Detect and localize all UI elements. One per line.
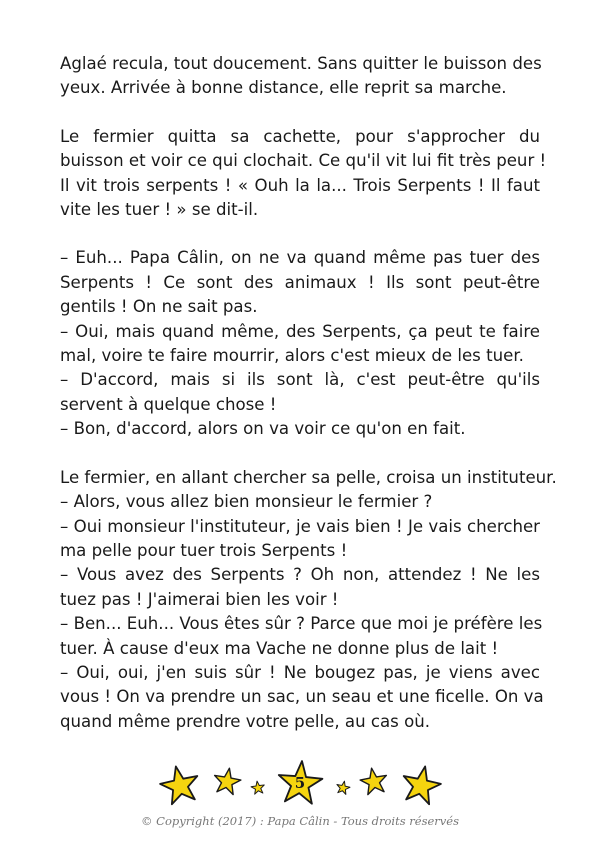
paragraph-2	[60, 125, 547, 223]
text-line: – Ben... Euh... Vous êtes sûr ? Parce que moi je préfère les	[60, 614, 543, 634]
paragraph-4	[60, 466, 557, 734]
text-line: – Oui monsieur l'instituteur, je vais bien ! Je vais chercher	[60, 516, 540, 536]
page-number: 5	[294, 774, 306, 792]
text-line: Il vit trois serpents ! « Ouh la la... Trois Serpents ! Il faut	[60, 175, 540, 195]
text-line: – Euh... Papa Câlin, on ne va quand même pas tuer des	[60, 248, 540, 268]
star-icon	[399, 762, 444, 805]
text-line: – D'accord, mais si ils sont là, c'est peut-être qu'ils	[60, 370, 540, 390]
text-line: servent à quelque chose !	[60, 394, 277, 414]
text-line: Serpents ! Ce sont des animaux ! Ils sont peut-être	[60, 272, 540, 292]
story-text	[60, 52, 557, 758]
star-icon	[212, 766, 243, 796]
star-icon	[250, 780, 265, 794]
text-line: Le fermier quitta sa cachette, pour s'approcher du	[60, 126, 540, 146]
text-line: – Oui, mais quand même, des Serpents, ça peut te faire	[60, 321, 540, 341]
text-line: – Vous avez des Serpents ? Oh non, attendez ! Ne les	[60, 565, 540, 585]
paragraph-1	[60, 52, 540, 101]
star-icon	[358, 766, 389, 796]
text-line: vite les tuer ! » se dit-il.	[60, 200, 259, 220]
star-icon	[157, 762, 202, 805]
paragraph-3	[60, 246, 540, 441]
text-line: tuer. À cause d'eux ma Vache ne donne plus de lait !	[60, 638, 499, 658]
text-line: Le fermier, en allant chercher sa pelle, croisa un instituteur.	[60, 467, 557, 487]
text-line: yeux. Arrivée à bonne distance, elle reprit sa marche.	[60, 78, 507, 98]
text-line: ma pelle pour tuer trois Serpents !	[60, 540, 348, 560]
text-line: – Bon, d'accord, alors on va voir ce qu'on en fait.	[60, 419, 466, 439]
text-line: buisson et voir ce qui clochait. Ce qu'il vit lui fit très peur !	[60, 151, 547, 171]
star-icon	[335, 780, 351, 795]
text-line: tuez pas ! J'aimerai bien les voir !	[60, 589, 339, 609]
text-line: mal, voire te faire mourrir, alors c'est mieux de les tuer.	[60, 346, 524, 366]
text-line: vous ! On va prendre un sac, un seau et une ficelle. On va	[60, 687, 544, 707]
text-line: – Oui, oui, j'en suis sûr ! Ne bougez pas, je viens avec	[60, 662, 540, 682]
text-line: Aglaé recula, tout doucement. Sans quitter le buisson des	[60, 54, 542, 73]
text-line: – Alors, vous allez bien monsieur le fermier ?	[60, 492, 433, 512]
text-line: quand même prendre votre pelle, au cas où.	[60, 711, 431, 731]
copyright-notice: © Copyright (2017) : Papa Câlin - Tous droits réservés	[141, 814, 459, 828]
text-line: gentils ! On ne sait pas.	[60, 297, 258, 317]
